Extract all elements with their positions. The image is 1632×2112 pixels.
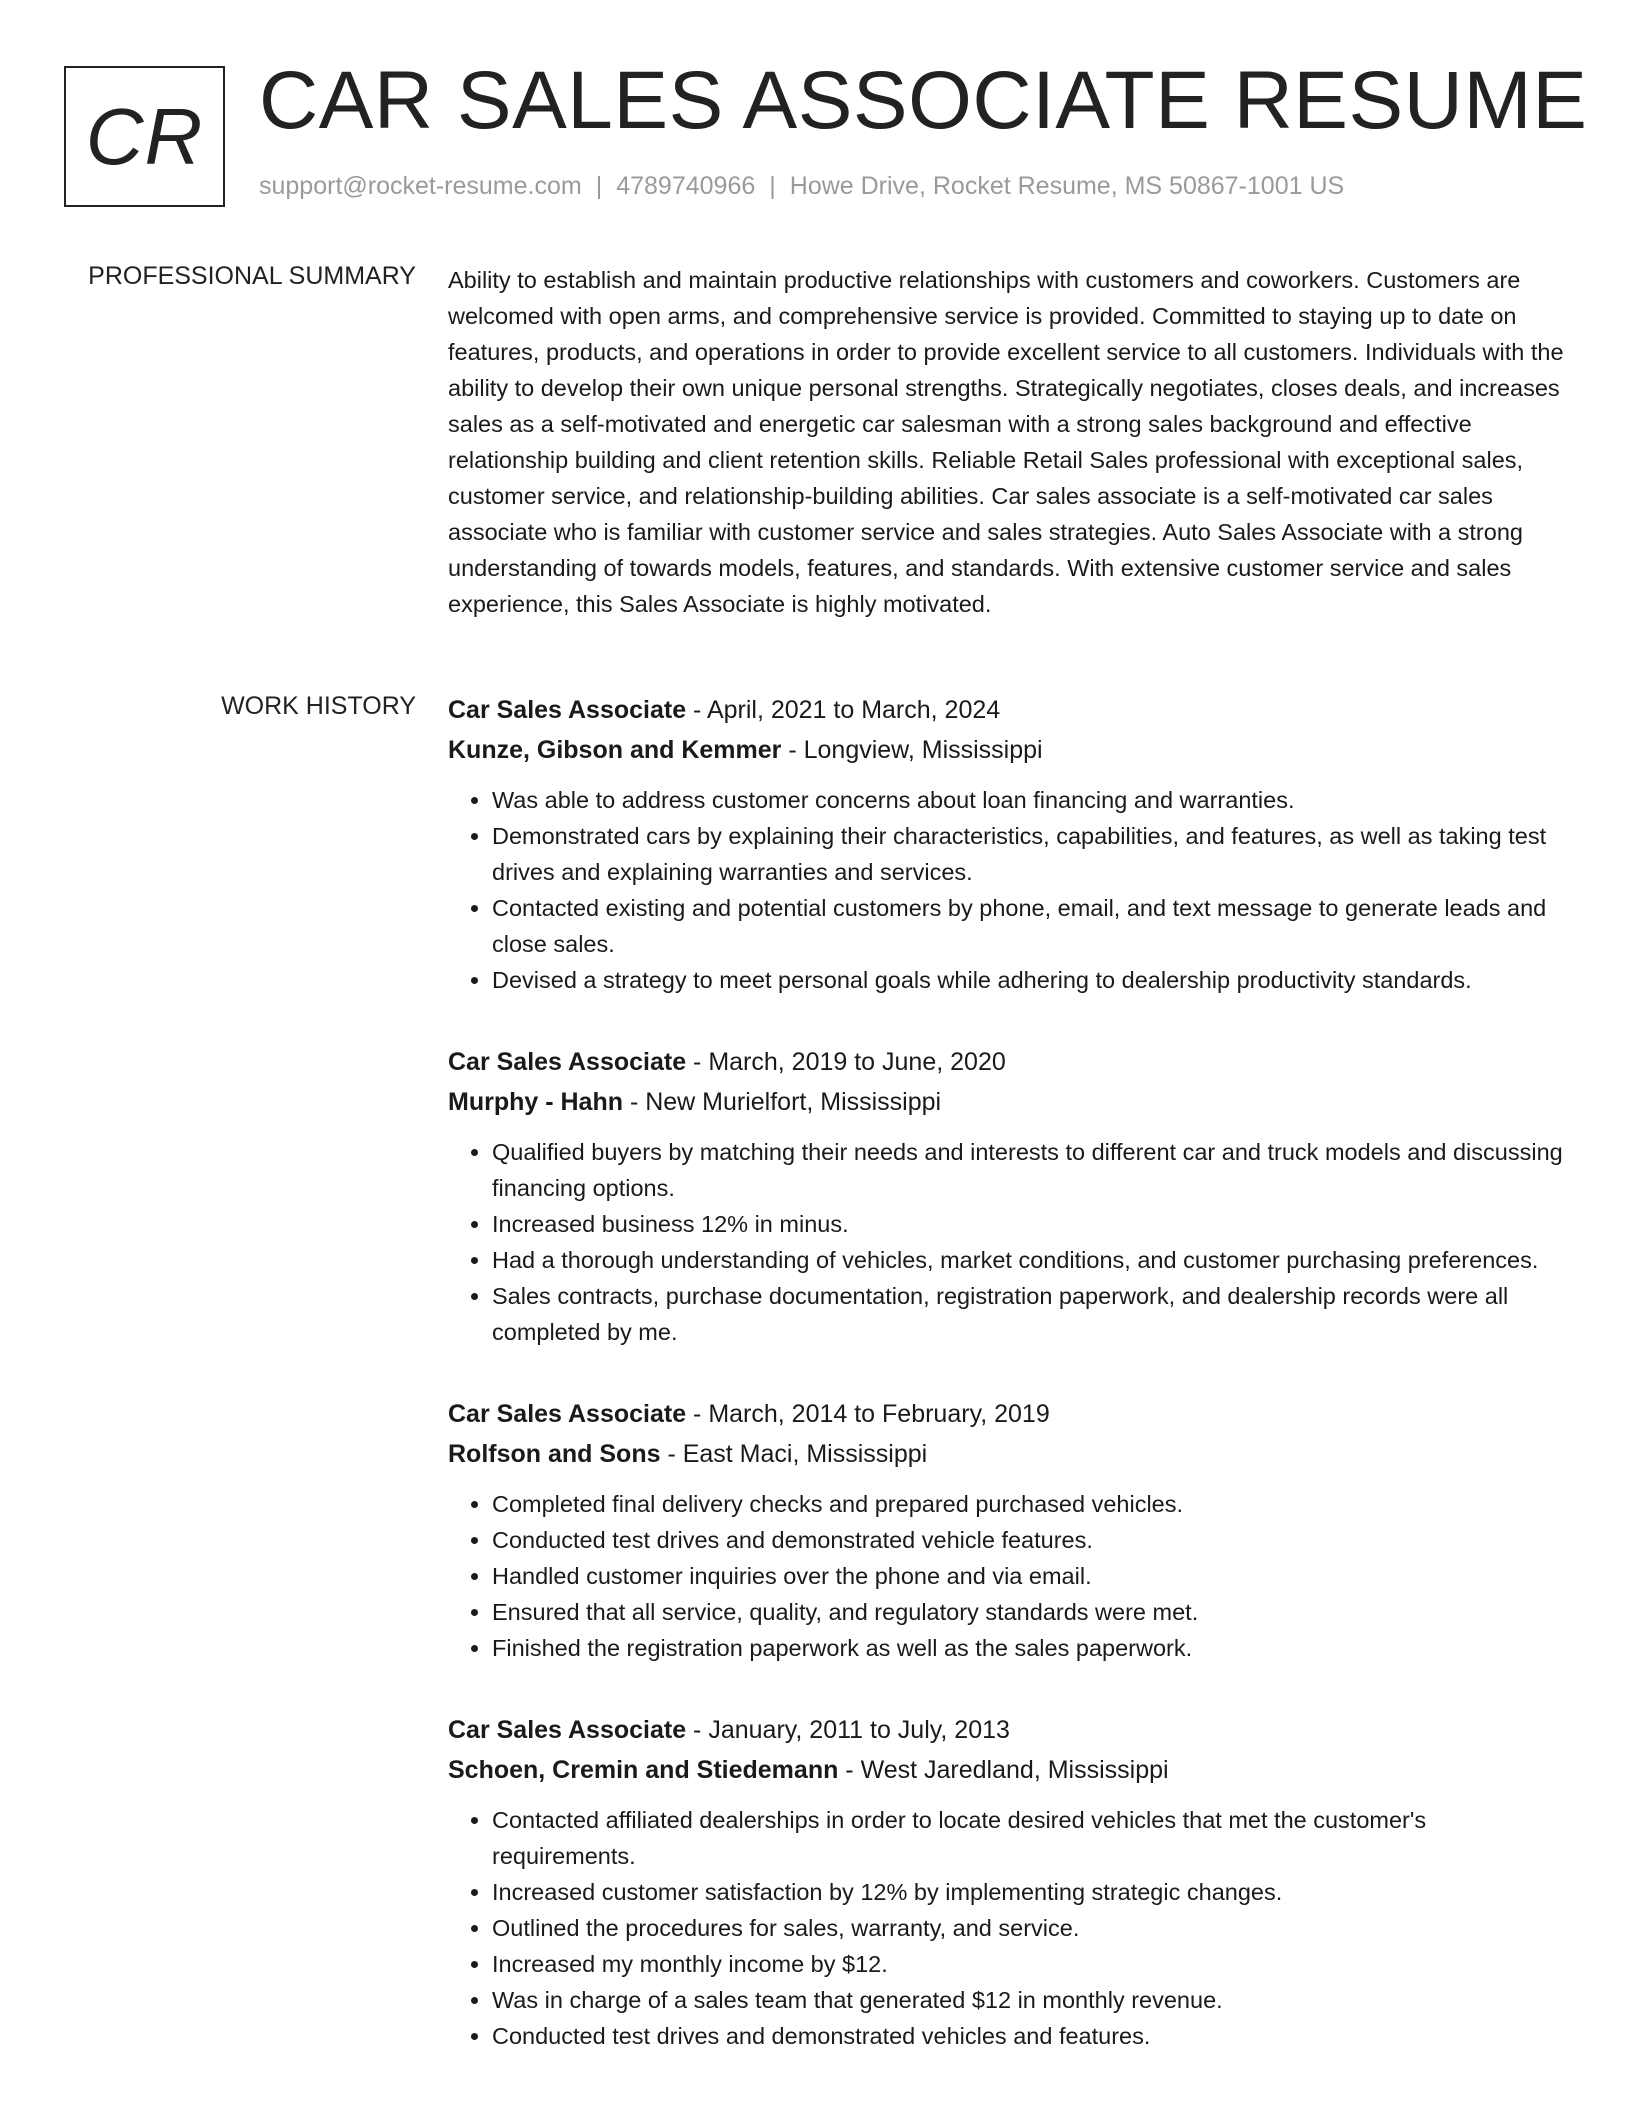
job-bullet: • Completed final delivery checks and prepared purchased vehicles. — [492, 1486, 1570, 1522]
job-location: - Longview, Mississippi — [781, 736, 1043, 764]
summary-body — [448, 262, 1570, 622]
contact-phone[interactable]: 4789740966 — [616, 172, 756, 200]
job-bullet: • Sales contracts, purchase documentation, registration paperwork, and dealership records were all completed by me. — [492, 1278, 1570, 1350]
job-title: Car Sales Associate — [448, 1400, 687, 1428]
resume-title: CAR SALES ASSOCIATE RESUME — [259, 55, 1588, 146]
contact-separator: | — [769, 172, 776, 200]
job-company-line — [448, 1434, 1570, 1474]
job-bullet: • Conducted test drives and demonstrated vehicle features. — [492, 1522, 1570, 1558]
job-dates: - April, 2021 to March, 2024 — [686, 696, 1001, 724]
section-label-summary: PROFESSIONAL SUMMARY — [88, 262, 416, 290]
job-company: Murphy - Hahn — [448, 1088, 623, 1116]
job-company-line — [448, 730, 1570, 770]
job-title: Car Sales Associate — [448, 1716, 687, 1744]
job-bullet: • Qualified buyers by matching their needs and interests to different car and truck models and discussing financing options. — [492, 1134, 1570, 1206]
summary-text: Ability to establish and maintain productive relationships with customers and coworkers. Customers are welcomed with open arms, and comprehensive service is provided. Committed to staying up to date on features, products, and operations in order to provide excellent service to all customers. Individuals with the ability to develop their own unique personal strengths. Strategically negotiates, closes deals, and increases sales as a self-motivated and energetic car salesman with a strong sales background and effective relationship building and client retention skills. Reliable Retail Sales professional with exceptional sales, customer service, and relationship-building abilities. Car sales associate is a self-motivated car sales associate who is familiar with customer service and sales strategies. Auto Sales Associate with a strong understanding of towards models, features, and standards. With extensive customer service and sales experience, this Sales Associate is highly motivated. — [448, 267, 1564, 617]
job-bullets — [448, 1134, 1570, 1350]
job-bullet: • Increased my monthly income by $12. — [492, 1946, 1570, 1982]
job-entry — [448, 1042, 1570, 1350]
job-bullets — [448, 782, 1570, 998]
job-bullet: • Handled customer inquiries over the phone and via email. — [492, 1558, 1570, 1594]
job-bullet: • Outlined the procedures for sales, warranty, and service. — [492, 1910, 1570, 1946]
job-company-line — [448, 1082, 1570, 1122]
contact-separator: | — [595, 172, 603, 200]
contact-email[interactable]: support@rocket-resume.com — [259, 172, 582, 200]
job-bullet: • Increased customer satisfaction by 12% by implementing strategic changes. — [492, 1874, 1570, 1910]
monogram-logo: CR — [64, 66, 225, 207]
job-company: Schoen, Cremin and Stiedemann — [448, 1756, 839, 1784]
jobs-list — [448, 690, 1570, 2098]
contact-line — [259, 172, 1344, 201]
job-title-line — [448, 690, 1570, 730]
job-entry — [448, 1394, 1570, 1666]
job-location: - East Maci, Mississippi — [660, 1440, 928, 1468]
job-title-line — [448, 1042, 1570, 1082]
job-bullet: • Demonstrated cars by explaining their characteristics, capabilities, and features, as well as taking test drives and explaining warranties and services. — [492, 818, 1570, 890]
job-title-line — [448, 1394, 1570, 1434]
job-bullet: • Was able to address customer concerns about loan financing and warranties. — [492, 782, 1570, 818]
job-location: - West Jaredland, Mississippi — [838, 1756, 1169, 1784]
section-label-work-history: WORK HISTORY — [221, 692, 416, 720]
job-title-line — [448, 1710, 1570, 1750]
job-dates: - March, 2014 to February, 2019 — [686, 1400, 1050, 1428]
job-bullet: • Ensured that all service, quality, and regulatory standards were met. — [492, 1594, 1570, 1630]
job-bullet: • Had a thorough understanding of vehicles, market conditions, and customer purchasing preferences. — [492, 1242, 1570, 1278]
job-bullet: • Contacted affiliated dealerships in order to locate desired vehicles that met the customer's requirements. — [492, 1802, 1570, 1874]
job-company: Kunze, Gibson and Kemmer — [448, 736, 782, 764]
job-title: Car Sales Associate — [448, 1048, 687, 1076]
job-title: Car Sales Associate — [448, 696, 687, 724]
job-dates: - March, 2019 to June, 2020 — [686, 1048, 1006, 1076]
job-bullet: • Finished the registration paperwork as well as the sales paperwork. — [492, 1630, 1570, 1666]
job-bullet: • Contacted existing and potential customers by phone, email, and text message to generate leads and close sales. — [492, 890, 1570, 962]
job-bullet: • Was in charge of a sales team that generated $12 in monthly revenue. — [492, 1982, 1570, 2018]
job-bullet: • Increased business 12% in minus. — [492, 1206, 1570, 1242]
job-bullet: • Devised a strategy to meet personal goals while adhering to dealership productivity standards. — [492, 962, 1570, 998]
job-bullets — [448, 1802, 1570, 2054]
job-entry — [448, 690, 1570, 998]
job-entry — [448, 1710, 1570, 2054]
job-company-line — [448, 1750, 1570, 1790]
job-bullet: • Conducted test drives and demonstrated vehicles and features. — [492, 2018, 1570, 2054]
job-dates: - January, 2011 to July, 2013 — [686, 1716, 1010, 1744]
contact-address: Howe Drive, Rocket Resume, MS 50867-1001 US — [789, 172, 1345, 200]
job-company: Rolfson and Sons — [448, 1440, 661, 1468]
job-location: - New Murielfort, Mississippi — [623, 1088, 942, 1116]
job-bullets — [448, 1486, 1570, 1666]
